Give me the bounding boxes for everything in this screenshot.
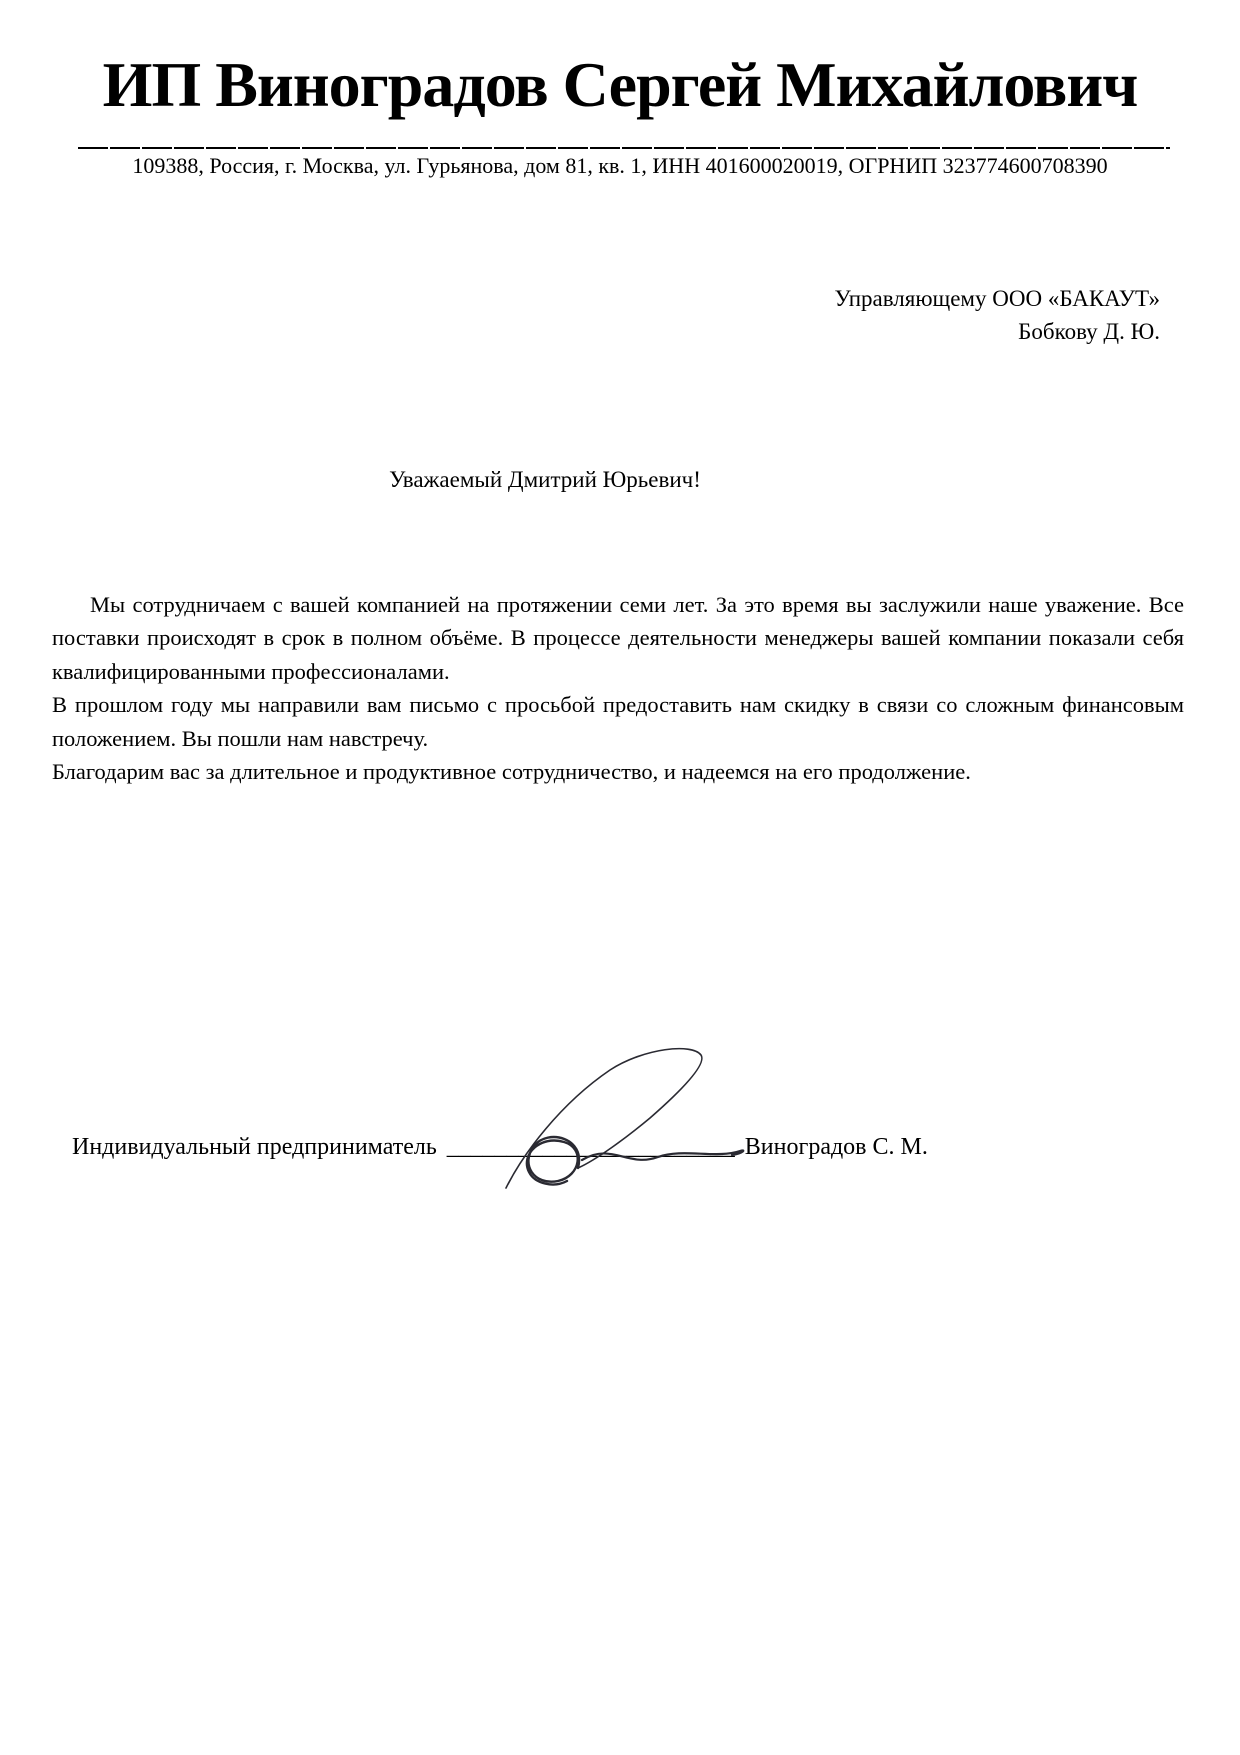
body-paragraph: Мы сотрудничаем с вашей компанией на протяжении семи лет. За это время вы заслужили наше уважение. Все поставки происходят в срок в полном объёме. В процессе деятельности менеджеры вашей компании показали себя квалифицированными профессионалами. [52, 592, 1184, 684]
recipient-block [834, 282, 1160, 348]
signature-label: Индивидуальный предприниматель [72, 1134, 437, 1160]
letter-body [52, 588, 1184, 788]
letterhead-address: 109388, Россия, г. Москва, ул. Гурьянова, дом 81, кв. 1, ИНН 401600020019, ОГРНИП 323774600708390 [132, 153, 1108, 178]
handwritten-signature-icon [478, 1042, 758, 1194]
signatory-name: Виноградов С. М. [744, 1134, 928, 1160]
body-paragraph: В прошлом году мы направили вам письмо с просьбой предоставить нам скидку в связи со сложным финансовым положением. Вы пошли нам навстречу. [52, 692, 1184, 751]
recipient-person: Бобкову Д. Ю. [1018, 319, 1160, 344]
recipient-organization: Управляющему ООО «БАКАУТ» [834, 286, 1160, 311]
letterhead-divider [78, 147, 1170, 149]
signature-blank-line: ________________________ [446, 1134, 735, 1160]
signature-row [72, 1134, 928, 1161]
body-paragraph: Благодарим вас за длительное и продуктивное сотрудничество, и надеемся на его продолжение. [52, 759, 971, 785]
salutation: Уважаемый Дмитрий Юрьевич! [389, 467, 701, 492]
page-title: ИП Виноградов Сергей Михайлович [102, 49, 1138, 120]
